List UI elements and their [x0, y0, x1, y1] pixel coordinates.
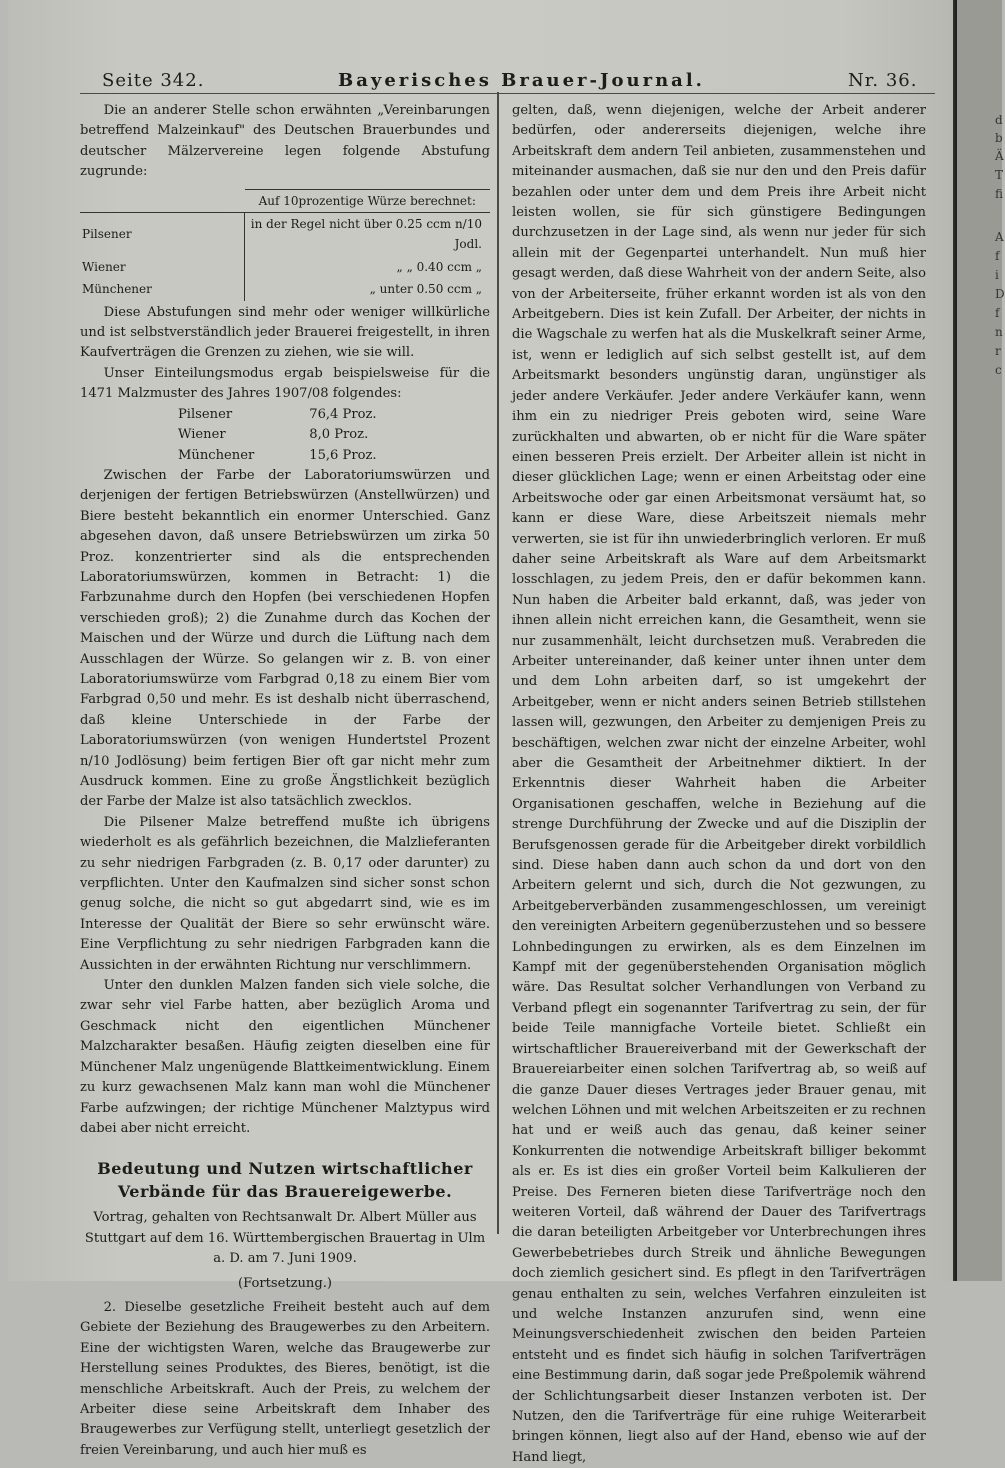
table-row	[80, 213, 490, 256]
gradation-table-header: Auf 10prozentige Würze berechnet:	[245, 189, 491, 212]
edge-fragment: A	[995, 230, 1004, 244]
edge-fragment: f	[995, 249, 1000, 263]
continued-note: (Fortsetzung.)	[237, 1275, 333, 1291]
stat-value: 76,4 Proz.	[309, 406, 377, 422]
stat-row	[178, 425, 377, 445]
paragraph: Unser Einteilungsmodus ergab beispielsweise für die 1471 Malzmuster des Jahres 1907/08 folgendes:	[80, 365, 490, 402]
table-row-label: Wiener	[80, 256, 245, 278]
stat-label: Münchener	[178, 447, 255, 463]
table-row	[80, 256, 490, 278]
stat-value: 15,6 Proz.	[309, 447, 377, 463]
edge-fragment: b	[995, 131, 1003, 145]
table-row-label: Pilsener	[80, 213, 245, 256]
left-column	[80, 101, 490, 1461]
edge-fragment: f	[995, 306, 1000, 320]
table-row	[80, 278, 490, 300]
next-page-edge	[955, 0, 1005, 1281]
table-row-label: Münchener	[80, 278, 245, 300]
table-row-value: „ unter 0.50 ccm „	[369, 282, 482, 297]
paragraph: Diese Abstufungen sind mehr oder weniger willkürliche und ist selbstverständlich jeder Brauerei freigestellt, in ihren Kaufverträgen die Grenzen zu ziehen, wie sie will.	[80, 304, 490, 361]
right-column	[512, 101, 926, 1468]
stat-value: 8,0 Proz.	[309, 427, 369, 443]
edge-fragment: d	[995, 113, 1003, 127]
paragraph: Die Pilsener Malze betreffend mußte ich übrigens wiederholt es als gefährlich bezeichnen, die Malzlieferanten zu sehr niedrigen Farbgraden (z. B. 0,17 oder darunter) zu verpflichten. Unter den Kaufmalzen sind sicher sonst schon genug solche, die nicht so gut abgedarrt sind, wie es im Interesse der Qualität der Biere so sehr erwünscht wäre. Eine Verpflichtung zu sehr niedrigen Farbgraden kann die Aussichten in der erwähnten Richtung nur verschlimmern.	[80, 814, 490, 973]
column-divider	[497, 92, 499, 1234]
gradation-table	[80, 189, 490, 301]
edge-fragment: fi	[995, 187, 1004, 201]
paragraph: gelten, daß, wenn diejenigen, welche der Arbeit anderer bedürfen, oder andererseits diejenigen, welche ihre Arbeitskraft dem andern Teil anbieten, zusammenstehen und miteinander ausmachen, daß sie nur den und den Preis dafür bezahlen oder unter dem und dem Preis ihre Arbeit nicht leisten wollen, sie für sich günstigere Bedingungen durchzusetzen in der Lage sind, als wenn nur jeder für sich allein mit der Gegenpartei unterhandelt. Nun muß hier gesagt werden, daß diese Wahrheit von der andern Seite, also von der Arbeiterseite, früher erkannt worden ist als von den Arbeitgebern. Dies ist kein Zufall. Der Arbeiter, der nichts in die Wagschale zu werfen hat als die Muskelkraft seiner Arme, ist, wenn er lediglich auf sich selbst gestellt ist, auf dem Arbeitsmarkt besonders ungünstig daran, ungünstiger als jeder andere Verkäufer. Jeder andere Verkäufer kann, wenn ihm ein zu niedriger Preis geboten wird, seine Ware zurückhalten und abwarten, ob er nicht für die Ware später einen besseren Preis erzielt. Der Arbeiter allein ist nicht in dieser glücklichen Lage; wenn er einen Arbeitstag oder eine Arbeitswoche oder gar einen Arbeitsmonat versäumt hat, so kann er diese Ware, diese Arbeitszeit niemals mehr verwerten, sie ist für ihn unwiederbringlich verloren. Er muß daher seine Arbeitskraft als Ware auf dem Arbeitsmarkt losschlagen, zu jedem Preis, den er dafür bekommen kann. Nun haben die Arbeiter bald erkannt, daß, was jeder von ihnen allein nicht erreichen kann, die Gesamtheit, wenn sie nur zusammenhält, leicht durchsetzen muß. Verabreden die Arbeiter untereinander, daß keiner unter ihnen unter dem und dem Lohn arbeiten darf, so ist umgekehrt der Arbeitgeber, wenn er nicht anders seinen Betrieb stillstehen lassen will, gezwungen, den Arbeiter zu demjenigen Preis zu beschäftigen, welchen zwar nicht der einzelne Arbeiter, wohl aber die Gesamtheit der Arbeitnehmer diktiert. In der Erkenntnis dieser Wahrheit haben die Arbeiter Organisationen geschaffen, welche in Beziehung auf die strenge Durchführung der Zwecke und auf die Disziplin der Berufsgenossen gerade für die Arbeitgeber direkt vorbildlich sind. Diese haben dann auch schon da und dort von den Arbeitern gelernt und sich, durch die Not gezwungen, zu Arbeitgeberverbänden zusammengeschlossen, um vereinigt den vereinigten Arbeitern gegenüberzustehen und so bessere Lohnbedingungen zu erwirken, als es dem Einzelnen im Kampf mit der gegenüberstehenden Organisation möglich wäre. Das Resultat solcher Verhandlungen von Verband zu Verband pflegt ein sogenannter Tarifvertrag zu sein, der für beide Teile mannigfache Vorteile bietet. Schließt ein wirtschaftlicher Brauereiverband mit der Gewerkschaft der Brauereiarbeiter einen solchen Tarifvertrag ab, so weiß auf die ganze Dauer dieses Vertrages jeder Brauer genau, mit welchen Löhnen und mit welchen Arbeitszeiten er zu rechnen hat und er weiß auch das genau, daß keiner seiner Konkurrenten die notwendige Arbeitskraft billiger bekommt als er. Es ist dies ein großer Vorteil beim Kalkulieren der Preise. Des Ferneren bieten diese Tarifverträge noch den weiteren Vorteil, daß während der Dauer des Tarifvertrags die daran beteiligten Arbeitgeber vor Unterbrechungen ihres Gewerbebetriebes durch Streik und ähnliche Bewegungen doch ziemlich gesichert sind. Es pflegt in den Tarifverträgen genau enthalten zu sein, welches Verfahren einzuleiten ist und welche Instanzen anzurufen sind, wenn eine Meinungsverschiedenheit zwischen den beiden Parteien entsteht und es findet sich häufig in solchen Tarifverträgen eine Bestimmung darin, daß sogar jede Preßpolemik während der Schlichtungsarbeit dieser Instanzen verboten ist. Der Nutzen, den die Tarifverträge für eine ruhige Weiterarbeit bringen können, liegt also auf der Hand, ebenso wie auf der Hand liegt,	[512, 103, 926, 1465]
edge-fragment: i	[995, 268, 999, 282]
edge-fragment: r	[995, 344, 1001, 358]
edge-fragment: D	[995, 287, 1005, 301]
table-row-value: „ „ 0.40 ccm „	[396, 259, 482, 274]
stat-label: Pilsener	[178, 406, 233, 422]
paragraph: Zwischen der Farbe der Laboratoriumswürzen und derjenigen der fertigen Betriebswürzen (Anstellwürzen) und Biere besteht bekanntlich ein enormer Unterschied. Ganz abgesehen davon, daß unsere Betriebswürzen um zirka 50 Proz. konzentrierter sind als die entsprechenden Laboratoriumswürzen, kommen in Betracht: 1) die Farbzunahme durch den Hopfen (bei verschiedenen Hopfen verschieden groß); 2) die Zunahme durch das Kochen der Maischen und der Würze und durch die Lüftung nach dem Ausschlagen der Würze. So gelangen wir z. B. von einer Laboratoriumswürze vom Farbgrad 0,18 zu einem Bier vom Farbgrad 0,50 und mehr. Es ist deshalb nicht überraschend, daß kleine Unterschiede in der Farbe der Laboratoriumswürzen (von wenigen Hundertstel Prozent n/10 Jodlösung) beim fertigen Bier oft gar nicht mehr zum Ausdruck kommen. Eine zu große Ängstlichkeit bezüglich der Farbe der Malze ist also tatsächlich zwecklos.	[80, 467, 490, 810]
edge-fragment: T	[995, 168, 1004, 182]
paragraph: 2. Dieselbe gesetzliche Freiheit besteht auch auf dem Gebiete der Beziehung des Braugewerbes zu den Arbeitern. Eine der wichtigsten Waren, welche das Braugewerbe zur Herstellung seines Produktes, des Bieres, benötigt, ist die menschliche Arbeitskraft. Auch der Preis, zu welchem der Arbeiter diese seine Arbeitskraft dem Inhaber des Braugewerbes zur Verfügung stellt, unterliegt gesetzlich der freien Vereinbarung, und auch hier muß es	[80, 1299, 490, 1458]
stat-row	[178, 405, 377, 425]
stat-row	[178, 446, 377, 466]
paragraph: Unter den dunklen Malzen fanden sich viele solche, die zwar sehr viel Farbe hatten, aber bezüglich Aroma und Geschmack nicht den eigentlichen Münchener Malzcharakter besaßen. Häufig zeigten dieselben eine für Münchener Malz ungenügende Blattkeimentwicklung. Einem zu kurz gewachsenen Malz kann man wohl die Münchener Farbe aufzwingen; der richtige Münchener Malztypus wird dabei aber nicht erreicht.	[80, 978, 490, 1136]
intro-paragraph: Die an anderer Stelle schon erwähnten „Vereinbarungen betreffend Malzeinkauf" des Deutschen Brauerbundes und deutscher Mälzervereine legen folgende Abstufung zugrunde:	[80, 103, 490, 180]
edge-fragment: n	[995, 325, 1003, 339]
journal-title: Bayerisches Brauer-Journal.	[338, 70, 705, 91]
table-row-value: in der Regel nicht über 0.25 ccm n/10 Jodl.	[250, 217, 482, 252]
issue-number: Nr. 36.	[848, 70, 918, 91]
header-rule	[80, 93, 935, 94]
article-heading: Bedeutung und Nutzen wirtschaftlicher Verbände für das Brauereigewerbe.	[97, 1159, 473, 1202]
article-subtitle: Vortrag, gehalten von Rechtsanwalt Dr. Albert Müller aus Stuttgart auf dem 16. Württembergischen Brauertag in Ulm a. D. am 7. Juni 1909.	[84, 1210, 486, 1267]
malt-statistics	[178, 405, 377, 466]
page-number: Seite 342.	[102, 70, 205, 91]
edge-fragment: c	[995, 363, 1002, 377]
stat-label: Wiener	[178, 427, 226, 443]
edge-fragment: Ä	[995, 149, 1004, 163]
